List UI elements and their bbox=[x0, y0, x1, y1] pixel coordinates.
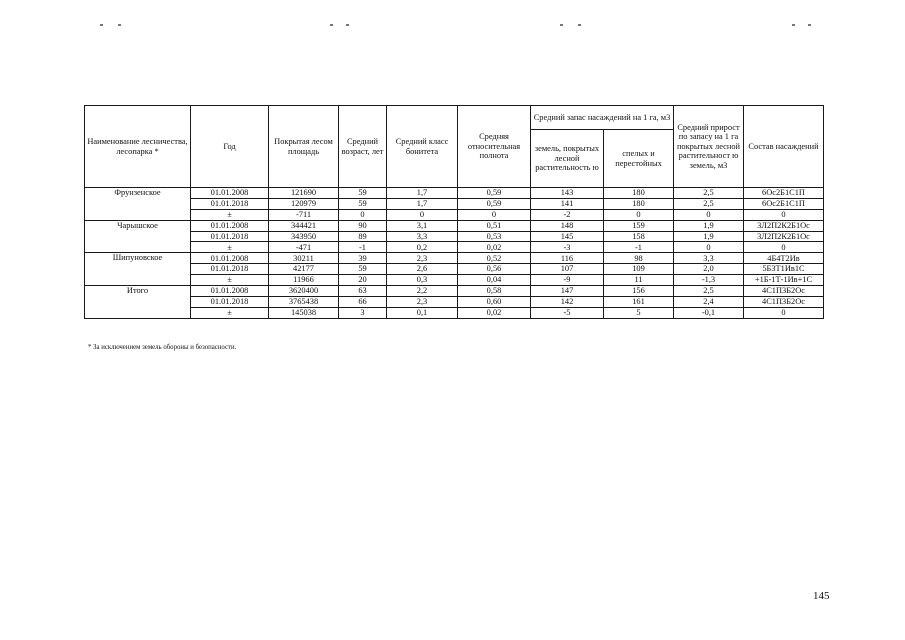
header-composition: Состав насаждений bbox=[744, 106, 824, 188]
cell: 142 bbox=[531, 296, 604, 307]
header-avg-density: Средняя относительная полнота bbox=[458, 106, 531, 188]
header-stock-forest: земель, покрытых лесной растительность ю bbox=[531, 130, 604, 188]
group-name: Фрунзенское bbox=[85, 188, 191, 221]
cell: ± bbox=[191, 275, 269, 286]
cell: 3,1 bbox=[387, 220, 458, 231]
cell: 30211 bbox=[269, 253, 339, 264]
cell: 01.01.2018 bbox=[191, 296, 269, 307]
cell: 6Ос2Б1С1П bbox=[744, 198, 824, 209]
header-stock-mature: спелых и перестойных bbox=[604, 130, 674, 188]
cell: 2,5 bbox=[674, 286, 744, 297]
cell: -1 bbox=[339, 242, 387, 253]
cell: 344421 bbox=[269, 220, 339, 231]
cell: 3 bbox=[339, 307, 387, 318]
cell: 120979 bbox=[269, 198, 339, 209]
cell: 0,3 bbox=[387, 275, 458, 286]
cell: -471 bbox=[269, 242, 339, 253]
cell: 01.01.2018 bbox=[191, 264, 269, 275]
table-header bbox=[85, 106, 824, 188]
cell: -1 bbox=[604, 242, 674, 253]
cell: 180 bbox=[604, 188, 674, 199]
cell: 0,59 bbox=[458, 188, 531, 199]
cell: 0,51 bbox=[458, 220, 531, 231]
header-year: Год bbox=[191, 106, 269, 188]
group-name: Итого bbox=[85, 286, 191, 319]
cell: -5 bbox=[531, 307, 604, 318]
cell: 3,3 bbox=[387, 231, 458, 242]
cell: -711 bbox=[269, 209, 339, 220]
cell: 01.01.2018 bbox=[191, 231, 269, 242]
cell: 63 bbox=[339, 286, 387, 297]
cell: 156 bbox=[604, 286, 674, 297]
cell: 0 bbox=[604, 209, 674, 220]
cell: 3Л2П2К2Б1Ос bbox=[744, 231, 824, 242]
cell: 39 bbox=[339, 253, 387, 264]
cell: 145 bbox=[531, 231, 604, 242]
cell: 0 bbox=[339, 209, 387, 220]
cell: 1,7 bbox=[387, 188, 458, 199]
cell: -0,1 bbox=[674, 307, 744, 318]
cell: 01.01.2008 bbox=[191, 188, 269, 199]
cell: 59 bbox=[339, 264, 387, 275]
cell: 2,0 bbox=[674, 264, 744, 275]
cell: 0 bbox=[674, 242, 744, 253]
cell: 11 bbox=[604, 275, 674, 286]
cell: 5 bbox=[604, 307, 674, 318]
cell: 148 bbox=[531, 220, 604, 231]
cell: 343950 bbox=[269, 231, 339, 242]
header-growth: Средний прирост по запасу на 1 га покрытых лесной растительност ю земель, м3 bbox=[674, 106, 744, 188]
cell: ± bbox=[191, 307, 269, 318]
cell: 89 bbox=[339, 231, 387, 242]
cell: 158 bbox=[604, 231, 674, 242]
cell: 0,56 bbox=[458, 264, 531, 275]
cell: 59 bbox=[339, 198, 387, 209]
cell: ± bbox=[191, 242, 269, 253]
header-avg-class: Средний класс бонитета bbox=[387, 106, 458, 188]
cell: 141 bbox=[531, 198, 604, 209]
cell: 0,02 bbox=[458, 307, 531, 318]
cell: 3620400 bbox=[269, 286, 339, 297]
cell: 4С1П3Б2Ос bbox=[744, 286, 824, 297]
cell: 2,3 bbox=[387, 296, 458, 307]
cell: 109 bbox=[604, 264, 674, 275]
cell: 145038 bbox=[269, 307, 339, 318]
cell: 0,60 bbox=[458, 296, 531, 307]
cell: 0 bbox=[387, 209, 458, 220]
cell: 98 bbox=[604, 253, 674, 264]
cell: 4Б4Т2Ив bbox=[744, 253, 824, 264]
cell: 4С1П3Б2Ос bbox=[744, 296, 824, 307]
forest-stats-table-wrap bbox=[84, 105, 824, 319]
table-row bbox=[85, 231, 824, 242]
table-row bbox=[85, 188, 824, 199]
cell: 0 bbox=[674, 209, 744, 220]
cell: 121690 bbox=[269, 188, 339, 199]
cell: 3,3 bbox=[674, 253, 744, 264]
cell: 59 bbox=[339, 188, 387, 199]
table-row bbox=[85, 253, 824, 264]
cell: +1Б-1Т-1Ив+1С bbox=[744, 275, 824, 286]
cell: 01.01.2008 bbox=[191, 286, 269, 297]
cell: 20 bbox=[339, 275, 387, 286]
table-row bbox=[85, 242, 824, 253]
cell: 66 bbox=[339, 296, 387, 307]
cell: 0,53 bbox=[458, 231, 531, 242]
table-row bbox=[85, 264, 824, 275]
cell: 3765438 bbox=[269, 296, 339, 307]
cell: 161 bbox=[604, 296, 674, 307]
cell: 1,9 bbox=[674, 220, 744, 231]
header-stock-group: Средний запас насаждений на 1 га, м3 bbox=[531, 106, 674, 130]
cell: 90 bbox=[339, 220, 387, 231]
cell: 1,9 bbox=[674, 231, 744, 242]
footnote: * За исключением земель обороны и безопасности. bbox=[88, 344, 237, 351]
cell: 143 bbox=[531, 188, 604, 199]
table-row bbox=[85, 275, 824, 286]
cell: 0,52 bbox=[458, 253, 531, 264]
table-row bbox=[85, 286, 824, 297]
header-forest-area: Покрытая лесом площадь bbox=[269, 106, 339, 188]
cell: 0,04 bbox=[458, 275, 531, 286]
cell: -9 bbox=[531, 275, 604, 286]
group-name: Шипуновское bbox=[85, 253, 191, 286]
cell: 2,5 bbox=[674, 198, 744, 209]
cell: 2,2 bbox=[387, 286, 458, 297]
cell: 180 bbox=[604, 198, 674, 209]
cell: 0,2 bbox=[387, 242, 458, 253]
table-row bbox=[85, 209, 824, 220]
header-avg-age: Средний возраст, лет bbox=[339, 106, 387, 188]
table-body bbox=[85, 188, 824, 319]
cell: 5Б3Т1Ив1С bbox=[744, 264, 824, 275]
page-number: 145 bbox=[813, 590, 830, 602]
cell: 0 bbox=[458, 209, 531, 220]
cell: 147 bbox=[531, 286, 604, 297]
cell: 2,5 bbox=[674, 188, 744, 199]
cell: 01.01.2018 bbox=[191, 198, 269, 209]
cell: 116 bbox=[531, 253, 604, 264]
cell: -3 bbox=[531, 242, 604, 253]
cell: 0,1 bbox=[387, 307, 458, 318]
table-row bbox=[85, 296, 824, 307]
cell: 0,58 bbox=[458, 286, 531, 297]
group-name: Чарышское bbox=[85, 220, 191, 253]
cell: 0,59 bbox=[458, 198, 531, 209]
cell: -1,3 bbox=[674, 275, 744, 286]
table-row bbox=[85, 198, 824, 209]
cell: 159 bbox=[604, 220, 674, 231]
cell: -2 bbox=[531, 209, 604, 220]
cell: 2,3 bbox=[387, 253, 458, 264]
cell: 2,4 bbox=[674, 296, 744, 307]
scan-artifacts bbox=[0, 24, 905, 34]
cell: 0 bbox=[744, 307, 824, 318]
cell: ± bbox=[191, 209, 269, 220]
cell: 6Ос2Б1С1П bbox=[744, 188, 824, 199]
forest-stats-table bbox=[84, 105, 824, 319]
cell: 11966 bbox=[269, 275, 339, 286]
header-name: Наименование лесничества, лесопарка * bbox=[85, 106, 191, 188]
cell: 1,7 bbox=[387, 198, 458, 209]
table-row bbox=[85, 220, 824, 231]
cell: 0,02 bbox=[458, 242, 531, 253]
cell: 01.01.2008 bbox=[191, 220, 269, 231]
table-row bbox=[85, 307, 824, 318]
cell: 01.01.2008 bbox=[191, 253, 269, 264]
cell: 42177 bbox=[269, 264, 339, 275]
cell: 2,6 bbox=[387, 264, 458, 275]
cell: 3Л2П2К2Б1Ос bbox=[744, 220, 824, 231]
cell: 0 bbox=[744, 209, 824, 220]
cell: 107 bbox=[531, 264, 604, 275]
cell: 0 bbox=[744, 242, 824, 253]
